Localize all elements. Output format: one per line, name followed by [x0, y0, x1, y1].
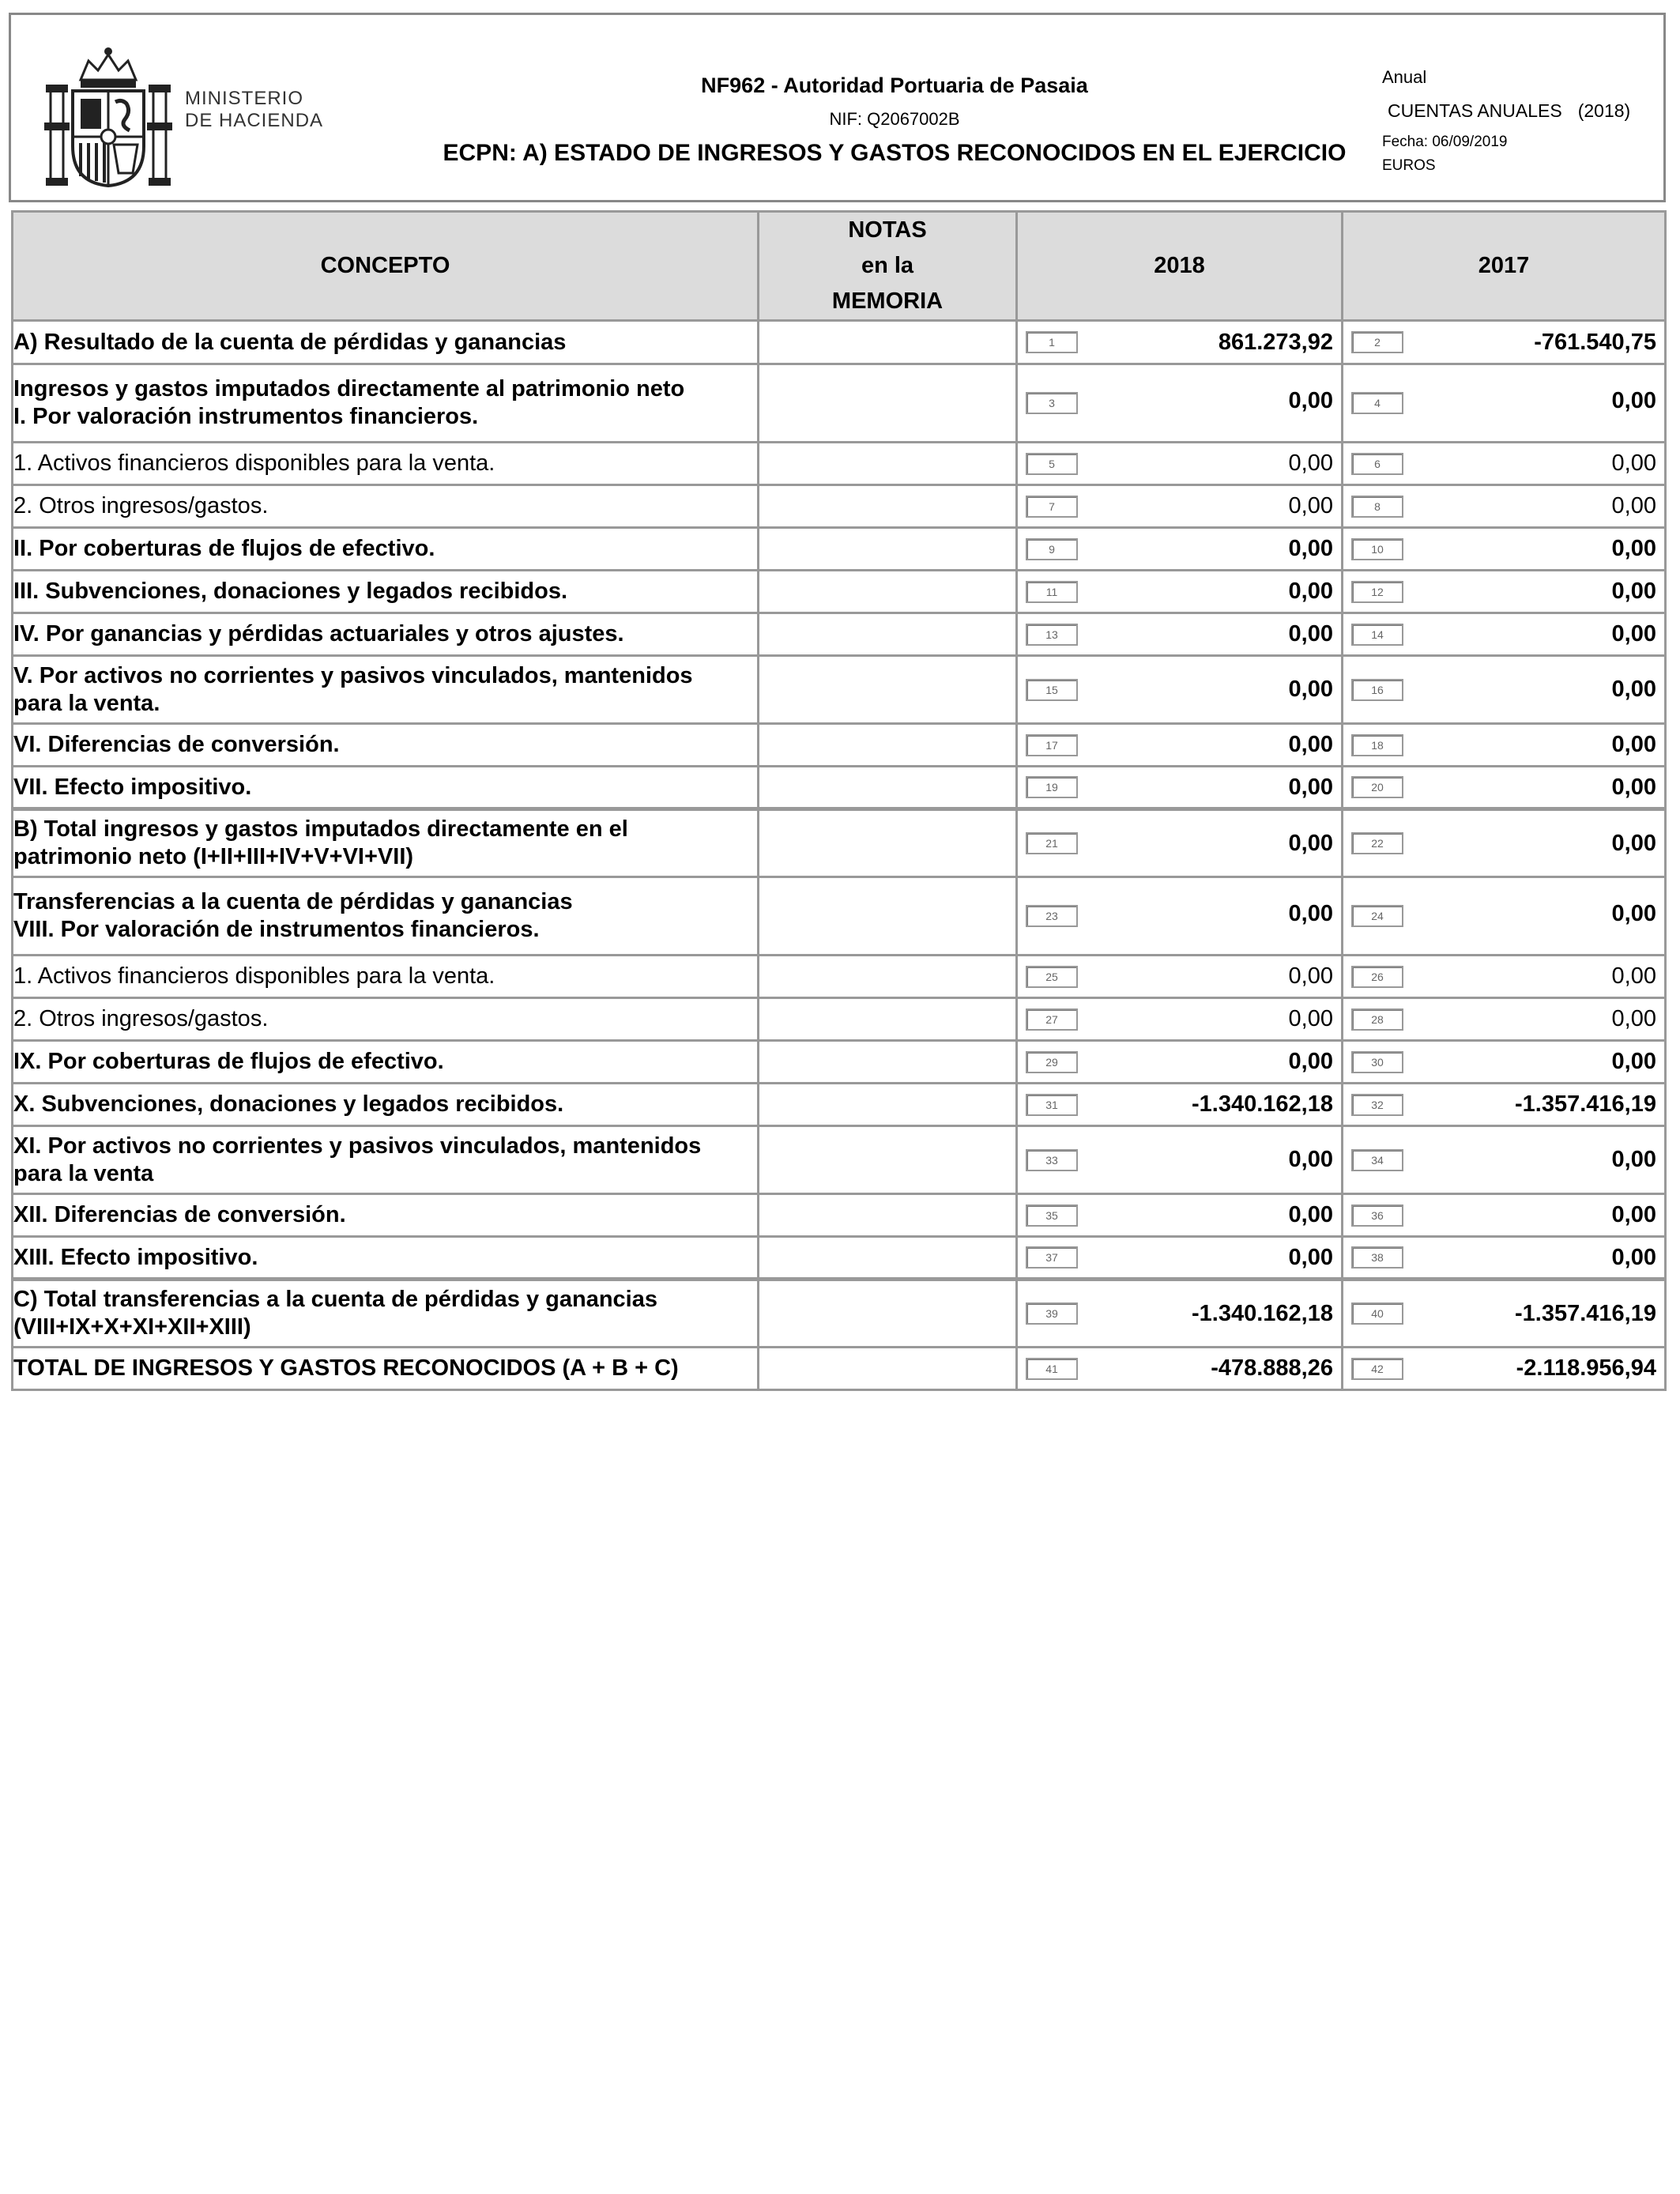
field-code-box: 33 [1026, 1149, 1078, 1171]
value-2018: 0,00 [1288, 732, 1333, 757]
field-code-box: 3 [1026, 392, 1078, 414]
field-code-box: 12 [1351, 581, 1403, 603]
field-code-box: 22 [1351, 832, 1403, 854]
notes-cell [759, 1084, 1017, 1126]
value-cell-2017 [1343, 528, 1666, 571]
value-2018: 0,00 [1288, 900, 1333, 926]
concept-cell [13, 956, 759, 998]
concept-cell [13, 998, 759, 1041]
concept-cell [13, 1084, 759, 1126]
value-cell-2017 [1343, 724, 1666, 767]
value-cell-2018 [1017, 571, 1343, 613]
value-cell-2017 [1343, 1237, 1666, 1280]
value-2017: 0,00 [1611, 830, 1656, 856]
row-group-heading: Transferencias a la cuenta de pérdidas y ganancias [13, 889, 573, 914]
field-code-box: 6 [1351, 453, 1403, 475]
report-date: Fecha: 06/09/2019 [1382, 134, 1508, 150]
value-2017: 0,00 [1611, 1244, 1656, 1270]
field-code-box: 36 [1351, 1204, 1403, 1227]
report-header [9, 13, 1666, 202]
value-2017: 0,00 [1611, 1202, 1656, 1227]
notes-cell [759, 956, 1017, 998]
value-cell-2018 [1017, 1237, 1343, 1280]
notes-cell [759, 1237, 1017, 1280]
row-concept-label: VII. Efecto impositivo. [13, 774, 252, 800]
concept-cell [13, 1348, 759, 1390]
value-2018: 0,00 [1288, 830, 1333, 856]
value-2018: 0,00 [1288, 450, 1333, 476]
value-2017: -2.118.956,94 [1516, 1355, 1656, 1381]
value-cell-2018 [1017, 364, 1343, 443]
concept-cell [13, 321, 759, 364]
concept-cell [13, 656, 759, 724]
value-2018: 861.273,92 [1218, 329, 1333, 355]
value-cell-2017 [1343, 998, 1666, 1041]
value-cell-2017 [1343, 809, 1666, 877]
value-2018: 0,00 [1288, 621, 1333, 647]
field-code-box: 19 [1026, 776, 1078, 798]
value-2018: 0,00 [1288, 963, 1333, 989]
field-code-box: 14 [1351, 624, 1403, 646]
row-group-heading: Ingresos y gastos imputados directamente al patrimonio neto [13, 376, 685, 401]
value-cell-2018 [1017, 998, 1343, 1041]
value-2017: 0,00 [1611, 1006, 1656, 1031]
entity-nif: NIF: Q2067002B [829, 109, 960, 129]
row-concept-label: XII. Diferencias de conversión. [13, 1202, 346, 1227]
concept-cell [13, 571, 759, 613]
notes-cell [759, 877, 1017, 956]
row-concept-label: III. Subvenciones, donaciones y legados recibidos. [13, 579, 568, 604]
value-2018: 0,00 [1288, 1244, 1333, 1270]
concept-cell [13, 528, 759, 571]
table-row [13, 613, 1666, 656]
field-code-box: 15 [1026, 679, 1078, 701]
value-2018: -1.340.162,18 [1192, 1091, 1333, 1117]
table-row [13, 321, 1666, 364]
value-cell-2017 [1343, 364, 1666, 443]
value-cell-2018 [1017, 656, 1343, 724]
value-cell-2018 [1017, 321, 1343, 364]
field-code-box: 25 [1026, 966, 1078, 988]
table-row [13, 528, 1666, 571]
value-cell-2017 [1343, 1084, 1666, 1126]
value-cell-2017 [1343, 1348, 1666, 1390]
value-2017: 0,00 [1611, 963, 1656, 989]
value-cell-2018 [1017, 528, 1343, 571]
table-row [13, 485, 1666, 528]
concept-cell [13, 1041, 759, 1084]
field-code-box: 1 [1026, 331, 1078, 353]
field-code-box: 10 [1351, 538, 1403, 560]
table-row [13, 1084, 1666, 1126]
concept-cell [13, 877, 759, 956]
row-concept-label: I. Por valoración instrumentos financieros. [13, 404, 479, 429]
field-code-box: 34 [1351, 1149, 1403, 1171]
table-row [13, 877, 1666, 956]
field-code-box: 37 [1026, 1246, 1078, 1269]
value-cell-2018 [1017, 1348, 1343, 1390]
row-concept-label-cont: patrimonio neto (I+II+III+IV+V+VI+VII) [13, 844, 414, 869]
table-row [13, 1194, 1666, 1237]
notes-cell [759, 321, 1017, 364]
field-code-box: 9 [1026, 538, 1078, 560]
table-row [13, 1237, 1666, 1280]
field-code-box: 38 [1351, 1246, 1403, 1269]
row-concept-label: X. Subvenciones, donaciones y legados recibidos. [13, 1091, 564, 1117]
concept-cell [13, 613, 759, 656]
value-2018: 0,00 [1288, 536, 1333, 561]
value-2017: 0,00 [1611, 621, 1656, 647]
value-2017: -1.357.416,19 [1515, 1091, 1656, 1117]
value-cell-2018 [1017, 1194, 1343, 1237]
value-2018: 0,00 [1288, 1202, 1333, 1227]
value-2017: 0,00 [1611, 732, 1656, 757]
field-code-box: 18 [1351, 734, 1403, 756]
field-code-box: 42 [1351, 1358, 1403, 1380]
value-cell-2017 [1343, 956, 1666, 998]
value-cell-2017 [1343, 571, 1666, 613]
value-2017: 0,00 [1611, 1049, 1656, 1074]
notes-cell [759, 998, 1017, 1041]
notes-cell [759, 613, 1017, 656]
notes-cell [759, 443, 1017, 485]
concept-cell [13, 1237, 759, 1280]
value-cell-2018 [1017, 1280, 1343, 1348]
row-concept-label: IV. Por ganancias y pérdidas actuariales y otros ajustes. [13, 621, 624, 647]
value-cell-2017 [1343, 485, 1666, 528]
value-cell-2018 [1017, 1041, 1343, 1084]
row-concept-label: A) Resultado de la cuenta de pérdidas y ganancias [13, 329, 567, 355]
coat-of-arms-icon [43, 43, 174, 189]
value-2018: 0,00 [1288, 677, 1333, 702]
value-2017: 0,00 [1611, 387, 1656, 413]
value-cell-2018 [1017, 956, 1343, 998]
field-code-box: 13 [1026, 624, 1078, 646]
field-code-box: 32 [1351, 1094, 1403, 1116]
notes-cell [759, 528, 1017, 571]
row-concept-label: 1. Activos financieros disponibles para la venta. [13, 450, 495, 476]
row-concept-label: IX. Por coberturas de flujos de efectivo. [13, 1049, 444, 1074]
row-concept-label: II. Por coberturas de flujos de efectivo. [13, 536, 435, 561]
value-cell-2017 [1343, 656, 1666, 724]
concept-cell [13, 1126, 759, 1194]
value-2017: 0,00 [1611, 900, 1656, 926]
field-code-box: 29 [1026, 1051, 1078, 1073]
value-cell-2017 [1343, 1126, 1666, 1194]
field-code-box: 5 [1026, 453, 1078, 475]
value-cell-2017 [1343, 877, 1666, 956]
value-2017: 0,00 [1611, 774, 1656, 800]
column-header-2018: 2018 [1017, 212, 1343, 321]
row-concept-label-cont: para la venta. [13, 690, 160, 716]
value-cell-2017 [1343, 1280, 1666, 1348]
value-2018: 0,00 [1288, 493, 1333, 518]
value-cell-2017 [1343, 613, 1666, 656]
row-concept-label: VI. Diferencias de conversión. [13, 732, 340, 757]
field-code-box: 28 [1351, 1008, 1403, 1031]
value-cell-2017 [1343, 767, 1666, 809]
row-concept-label: XIII. Efecto impositivo. [13, 1244, 258, 1270]
table-row [13, 571, 1666, 613]
value-2017: -1.357.416,19 [1515, 1300, 1656, 1326]
value-2018: 0,00 [1288, 1006, 1333, 1031]
notes-cell [759, 1041, 1017, 1084]
field-code-box: 23 [1026, 905, 1078, 927]
value-2018: 0,00 [1288, 774, 1333, 800]
notes-cell [759, 1348, 1017, 1390]
value-cell-2017 [1343, 1194, 1666, 1237]
value-2018: -1.340.162,18 [1192, 1300, 1333, 1326]
value-2017: 0,00 [1611, 677, 1656, 702]
column-header-2017: 2017 [1343, 212, 1666, 321]
field-code-box: 30 [1351, 1051, 1403, 1073]
row-concept-label: XI. Por activos no corrientes y pasivos vinculados, mantenidos [13, 1133, 702, 1159]
column-header-concept: CONCEPTO [13, 212, 759, 321]
field-code-box: 31 [1026, 1094, 1078, 1116]
row-concept-label: C) Total transferencias a la cuenta de pérdidas y ganancias [13, 1287, 657, 1312]
value-cell-2018 [1017, 485, 1343, 528]
field-code-box: 8 [1351, 496, 1403, 518]
table-row [13, 1126, 1666, 1194]
field-code-box: 40 [1351, 1302, 1403, 1325]
concept-cell [13, 809, 759, 877]
value-2018: 0,00 [1288, 1147, 1333, 1172]
field-code-box: 16 [1351, 679, 1403, 701]
row-concept-label: B) Total ingresos y gastos imputados directamente en el [13, 816, 628, 842]
value-cell-2018 [1017, 724, 1343, 767]
row-concept-label: V. Por activos no corrientes y pasivos vinculados, mantenidos [13, 662, 693, 688]
value-cell-2017 [1343, 321, 1666, 364]
table-row [13, 1041, 1666, 1084]
row-concept-label: VIII. Por valoración de instrumentos financieros. [13, 917, 540, 942]
field-code-box: 11 [1026, 581, 1078, 603]
concept-cell [13, 443, 759, 485]
value-2018: 0,00 [1288, 1049, 1333, 1074]
field-code-box: 4 [1351, 392, 1403, 414]
report-period: Anual [1382, 67, 1427, 87]
value-2017: 0,00 [1611, 536, 1656, 561]
row-concept-label-cont: (VIII+IX+X+XI+XII+XIII) [13, 1314, 251, 1340]
value-2018: -478.888,26 [1211, 1355, 1333, 1381]
table-row [13, 998, 1666, 1041]
value-cell-2018 [1017, 1084, 1343, 1126]
value-2017: 0,00 [1611, 450, 1656, 476]
concept-cell [13, 1280, 759, 1348]
table-row [13, 724, 1666, 767]
row-concept-label: 1. Activos financieros disponibles para la venta. [13, 963, 495, 989]
concept-cell [13, 364, 759, 443]
concept-cell [13, 1194, 759, 1237]
table-row [13, 1280, 1666, 1348]
notes-cell [759, 809, 1017, 877]
field-code-box: 41 [1026, 1358, 1078, 1380]
row-concept-label-cont: para la venta [13, 1160, 154, 1186]
value-cell-2018 [1017, 613, 1343, 656]
report-currency: EUROS [1382, 157, 1436, 174]
notes-cell [759, 1194, 1017, 1237]
notes-cell [759, 1126, 1017, 1194]
row-concept-label: TOTAL DE INGRESOS Y GASTOS RECONOCIDOS (A + B + C) [13, 1355, 679, 1381]
concept-cell [13, 767, 759, 809]
table-row [13, 767, 1666, 809]
concept-cell [13, 724, 759, 767]
value-cell-2018 [1017, 443, 1343, 485]
statement-table [11, 210, 1667, 1391]
notes-cell [759, 485, 1017, 528]
notes-cell [759, 571, 1017, 613]
field-code-box: 17 [1026, 734, 1078, 756]
notes-cell [759, 656, 1017, 724]
value-2017: 0,00 [1611, 1147, 1656, 1172]
field-code-box: 35 [1026, 1204, 1078, 1227]
value-cell-2018 [1017, 809, 1343, 877]
field-code-box: 7 [1026, 496, 1078, 518]
field-code-box: 26 [1351, 966, 1403, 988]
table-row [13, 956, 1666, 998]
notes-cell [759, 724, 1017, 767]
notes-cell [759, 364, 1017, 443]
value-2018: 0,00 [1288, 387, 1333, 413]
value-cell-2018 [1017, 767, 1343, 809]
table-row [13, 809, 1666, 877]
field-code-box: 24 [1351, 905, 1403, 927]
value-cell-2017 [1343, 443, 1666, 485]
column-header-notes: NOTAS en la MEMORIA [759, 212, 1017, 321]
value-2017: 0,00 [1611, 493, 1656, 518]
field-code-box: 2 [1351, 331, 1403, 353]
value-cell-2018 [1017, 1126, 1343, 1194]
value-cell-2018 [1017, 877, 1343, 956]
table-row [13, 443, 1666, 485]
value-2018: 0,00 [1288, 579, 1333, 604]
notes-cell [759, 767, 1017, 809]
field-code-box: 21 [1026, 832, 1078, 854]
field-code-box: 27 [1026, 1008, 1078, 1031]
row-concept-label: 2. Otros ingresos/gastos. [13, 1006, 269, 1031]
notes-cell [759, 1280, 1017, 1348]
value-cell-2017 [1343, 1041, 1666, 1084]
value-2017: 0,00 [1611, 579, 1656, 604]
document-title: ECPN: A) ESTADO DE INGRESOS Y GASTOS RECONOCIDOS EN EL EJERCICIO [443, 140, 1347, 166]
table-row [13, 364, 1666, 443]
row-concept-label: 2. Otros ingresos/gastos. [13, 493, 269, 518]
field-code-box: 39 [1026, 1302, 1078, 1325]
table-row [13, 656, 1666, 724]
value-2017: -761.540,75 [1534, 329, 1656, 355]
concept-cell [13, 485, 759, 528]
report-type: CUENTAS ANUALES (2018) [1388, 100, 1631, 121]
ministry-name: MINISTERIO DE HACIENDA [185, 88, 324, 131]
entity-name: NF962 - Autoridad Portuaria de Pasaia [701, 74, 1088, 97]
table-row [13, 1348, 1666, 1390]
field-code-box: 20 [1351, 776, 1403, 798]
